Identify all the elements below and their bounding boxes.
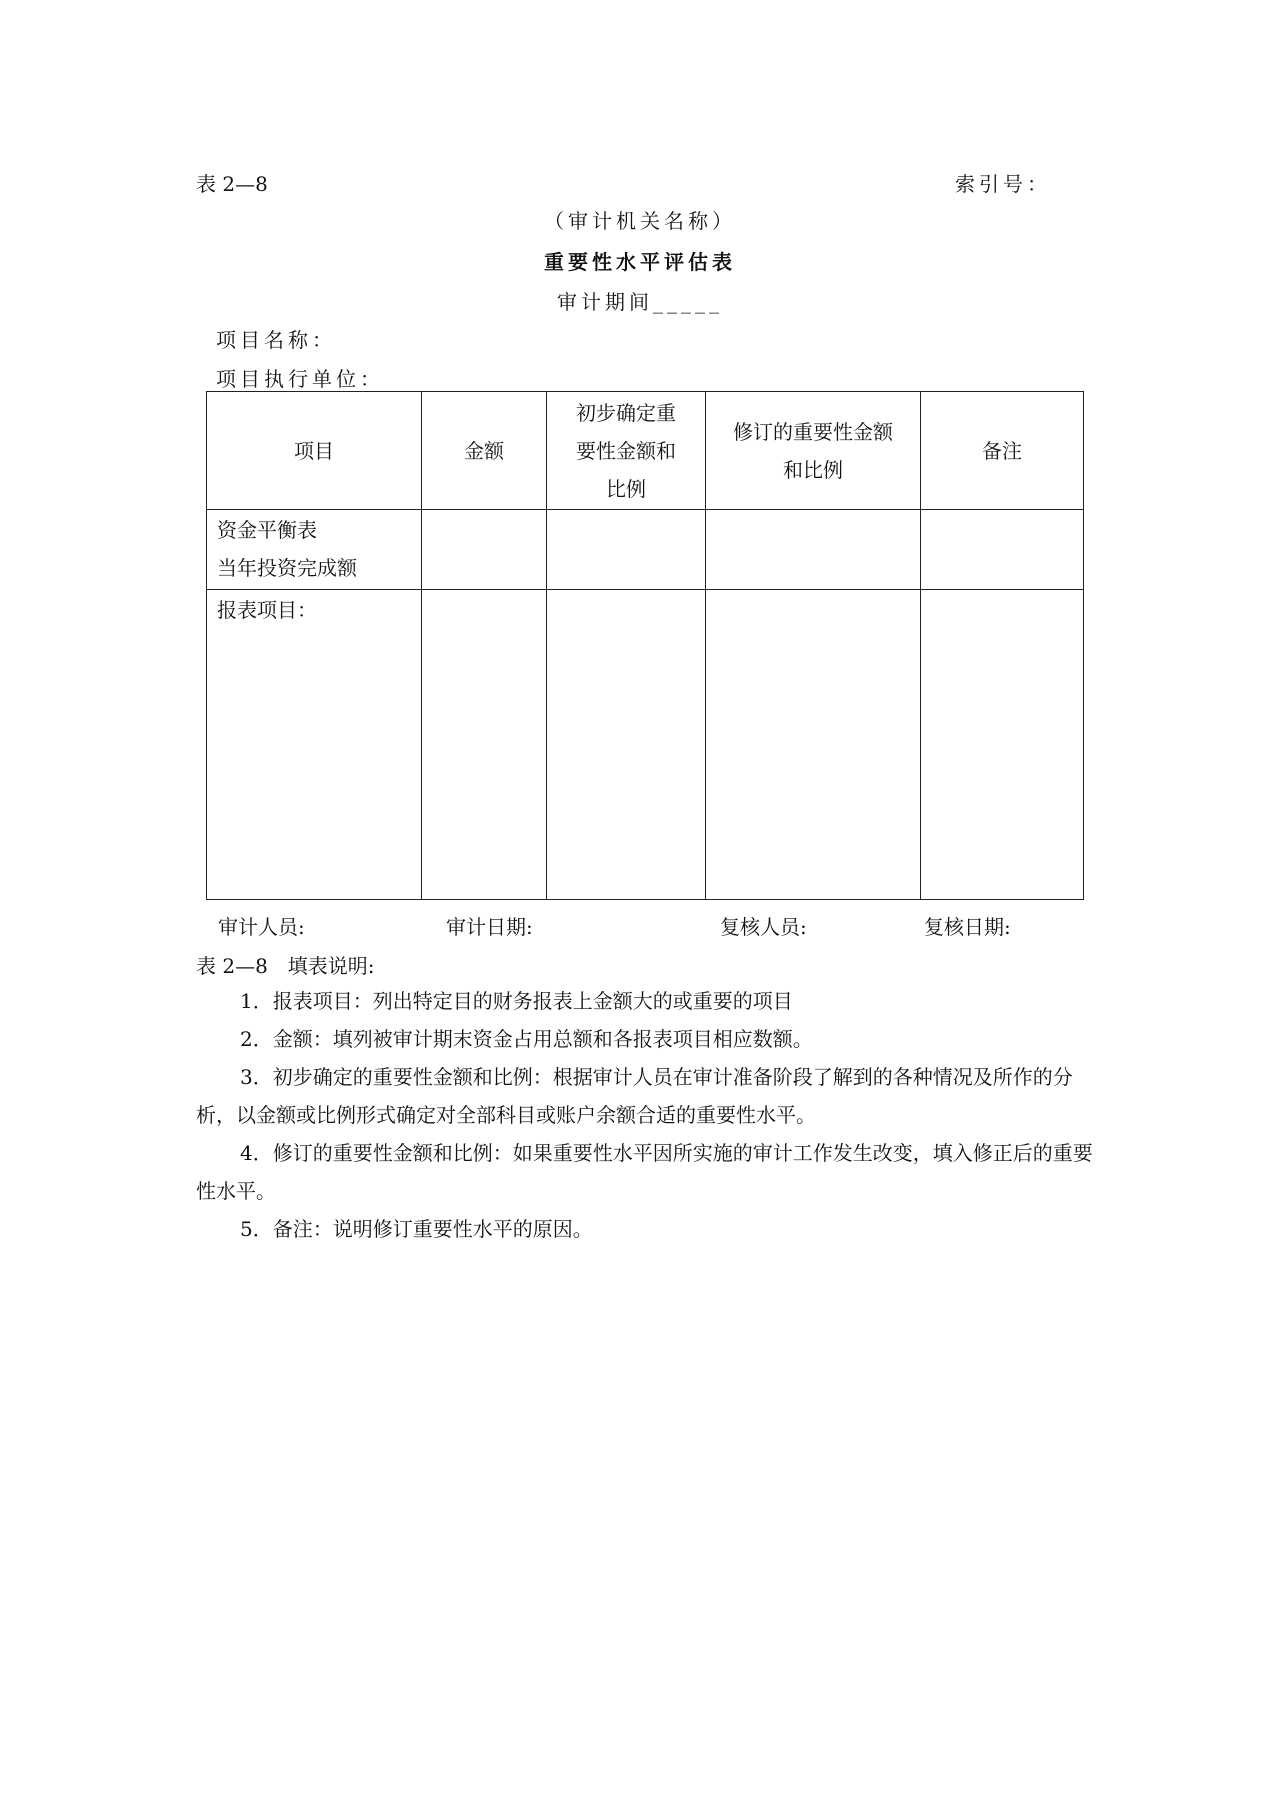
instruction-item: 3．初步确定的重要性金额和比例：根据审计人员在审计准备阶段了解到的各种情况及所作的分析，以金额或比例形式确定对全部科目或账户余额合适的重要性水平。 xyxy=(196,1065,1073,1127)
cell-revised-materiality[interactable] xyxy=(706,590,921,900)
row-item-fund-balance: 资金平衡表 当年投资完成额 xyxy=(207,510,422,590)
project-exec-unit-label: 项目执行单位： xyxy=(216,367,384,391)
filling-instructions xyxy=(196,982,1096,1248)
column-header-initial-materiality: 初步确定重 要性金额和 比例 xyxy=(547,392,706,510)
cell-amount[interactable] xyxy=(422,510,547,590)
column-header-item: 项目 xyxy=(207,392,422,510)
instruction-item: 5．备注：说明修订重要性水平的原因。 xyxy=(240,1217,593,1241)
cell-initial-materiality[interactable] xyxy=(547,510,706,590)
table-number: 表 2—8 xyxy=(196,172,268,196)
row-item-report-items: 报表项目： xyxy=(207,590,422,900)
materiality-assessment-table xyxy=(206,391,1084,900)
table-row xyxy=(207,510,1084,590)
cell-remarks[interactable] xyxy=(921,590,1084,900)
cell-initial-materiality[interactable] xyxy=(547,590,706,900)
form-title: 重要性水平评估表 xyxy=(544,250,736,274)
cell-revised-materiality[interactable] xyxy=(706,510,921,590)
column-header-amount: 金额 xyxy=(422,392,547,510)
table-row xyxy=(207,590,1084,900)
instruction-item: 1．报表项目：列出特定目的财务报表上金额大的或重要的项目 xyxy=(240,989,793,1013)
project-name-label: 项目名称： xyxy=(216,328,336,352)
index-number-label: 索引号： xyxy=(955,172,1051,196)
reviewer-label: 复核人员: xyxy=(720,915,807,939)
audit-org-name: （审计机关名称） xyxy=(544,209,736,233)
column-header-revised-materiality: 修订的重要性金额 和比例 xyxy=(706,392,921,510)
instruction-item: 2．金额：填列被审计期末资金占用总额和各报表项目相应数额。 xyxy=(240,1027,813,1051)
audit-period: 审计期间_____ xyxy=(557,290,723,314)
cell-remarks[interactable] xyxy=(921,510,1084,590)
table-header-row xyxy=(207,392,1084,510)
column-header-remarks: 备注 xyxy=(921,392,1084,510)
review-date-label: 复核日期: xyxy=(924,915,1011,939)
instruction-item: 4．修订的重要性金额和比例：如果重要性水平因所实施的审计工作发生改变，填入修正后的重要性水平。 xyxy=(196,1141,1093,1203)
filling-instructions-title: 表 2—8 填表说明: xyxy=(196,954,375,978)
audit-date-label: 审计日期: xyxy=(446,915,533,939)
auditor-label: 审计人员: xyxy=(218,915,305,939)
cell-amount[interactable] xyxy=(422,590,547,900)
